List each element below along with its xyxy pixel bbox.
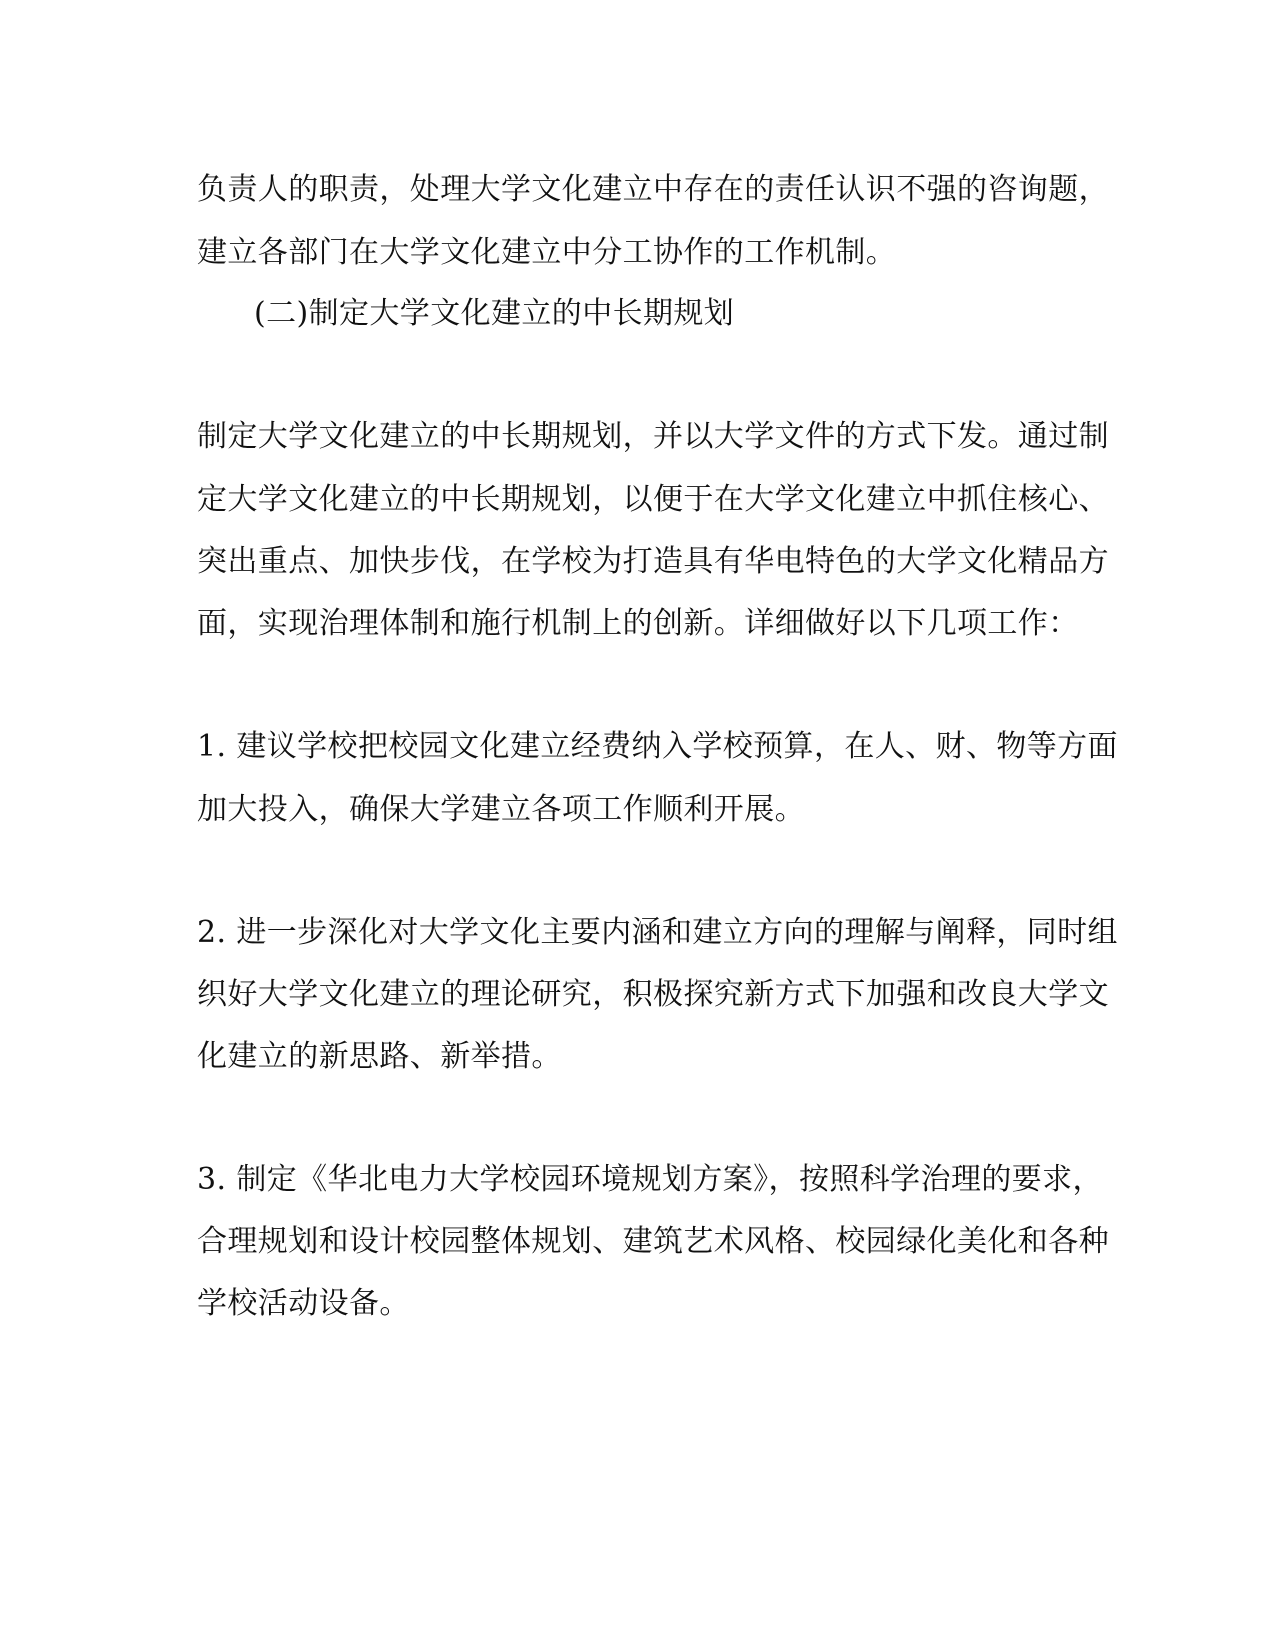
list-item-line: 3. 制定《华北电力大学校园环境规划方案》，按照科学治理的要求， [197,1162,1103,1197]
paragraph-line: 制定大学文化建立的中长期规划，并以大学文件的方式下发。通过制 [197,419,1109,454]
list-item-line: 化建立的新思路、新举措。 [197,1039,562,1074]
paragraph-line: 突出重点、加快步伐，在学校为打造具有华电特色的大学文化精品方 [197,544,1109,579]
section-heading: (二)制定大学文化建立的中长期规划 [254,296,735,331]
list-item-line: 2. 进一步深化对大学文化主要内涵和建立方向的理解与阐释，同时组 [197,915,1118,950]
paragraph-line: 负责人的职责，处理大学文化建立中存在的责任认识不强的咨询题， [197,172,1109,207]
paragraph-line: 建立各部门在大学文化建立中分工协作的工作机制。 [197,235,897,270]
list-item-line: 合理规划和设计校园整体规划、建筑艺术风格、校园绿化美化和各种 [197,1224,1109,1259]
list-item-line: 1. 建议学校把校园文化建立经费纳入学校预算，在人、财、物等方面 [197,729,1118,764]
list-item-line: 学校活动设备。 [197,1286,410,1321]
list-item-line: 织好大学文化建立的理论研究，积极探究新方式下加强和改良大学文 [197,977,1109,1012]
list-item-line: 加大投入，确保大学建立各项工作顺利开展。 [197,792,805,827]
paragraph-line: 面，实现治理体制和施行机制上的创新。详细做好以下几项工作： [197,606,1079,641]
paragraph-line: 定大学文化建立的中长期规划，以便于在大学文化建立中抓住核心、 [197,482,1109,517]
